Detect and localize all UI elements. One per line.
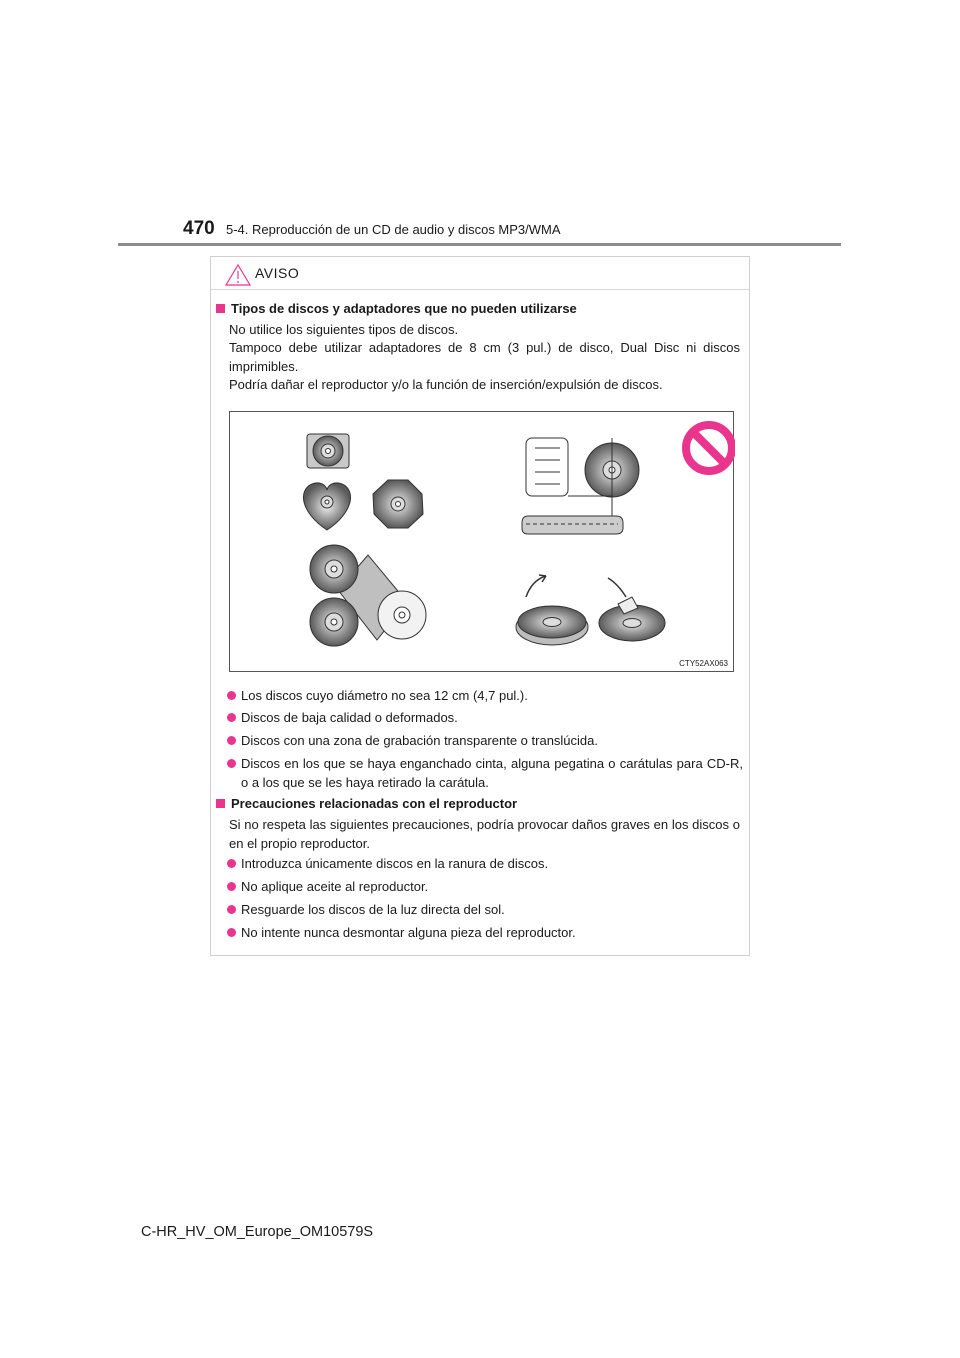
page-number: 470 [183,218,215,239]
figure-code: CTY52AX063 [679,659,728,668]
warning-label: AVISO [255,265,300,281]
round-bullet-icon [227,905,236,914]
square-bullet-icon [216,304,225,313]
footer-doc-id: C-HR_HV_OM_Europe_OM10579S [141,1224,374,1240]
round-bullet-icon [227,713,236,722]
list-item: Discos de baja calidad o deformados. [227,709,743,728]
square-disc-icon [307,434,349,468]
paragraph: Tampoco debe utilizar adaptadores de 8 cm (3 pul.) de disco, Dual Disc ni discos imprimibles. [229,340,740,374]
round-bullet-icon [227,859,236,868]
round-bullet-icon [227,928,236,937]
header-rule [118,243,841,246]
warning-triangle-icon [225,264,251,286]
heart-disc-icon [303,483,350,530]
list-item: Discos en los que se haya enganchado cinta, alguna pegatina o carátulas para CD-R, o a los que se les haya retirado la carátula. [227,755,743,792]
section-heading: Tipos de discos y adaptadores que no pueden utilizarse [216,301,577,316]
round-bullet-icon [227,882,236,891]
list-item: No aplique aceite al reproductor. [227,878,743,897]
list-item: Los discos cuyo diámetro no sea 12 cm (4,7 pul.). [227,687,743,706]
paragraph: Podría dañar el reproductor y/o la función de inserción/expulsión de discos. [229,377,663,392]
paragraph: Si no respeta las siguientes precauciones, podría provocar daños graves en los discos o en el propio reproductor. [229,817,740,851]
list-item: No intente nunca desmontar alguna pieza del reproductor. [227,924,743,943]
round-bullet-icon [227,691,236,700]
translucent-disc-icon [522,438,639,534]
section-title: 5-4. Reproducción de un CD de audio y discos MP3/WMA [226,222,561,237]
no-entry-icon [686,425,732,471]
paragraph: No utilice los siguientes tipos de discos. [229,322,459,337]
round-bullet-icon [227,759,236,768]
adapter-discs-icon [310,545,426,646]
disc-illustration [229,411,734,672]
square-bullet-icon [216,799,225,808]
list-item: Resguarde los discos de la luz directa del sol. [227,901,743,920]
section-heading: Precauciones relacionadas con el reproductor [216,796,517,811]
list-item: Introduzca únicamente discos en la ranura de discos. [227,855,743,874]
list-item: Discos con una zona de grabación transparente o translúcida. [227,732,743,751]
taped-disc-icon [516,575,665,645]
disc-types-figure [230,412,735,673]
polygon-disc-icon [373,480,423,528]
round-bullet-icon [227,736,236,745]
warning-header [211,257,749,290]
warning-box [210,256,750,956]
